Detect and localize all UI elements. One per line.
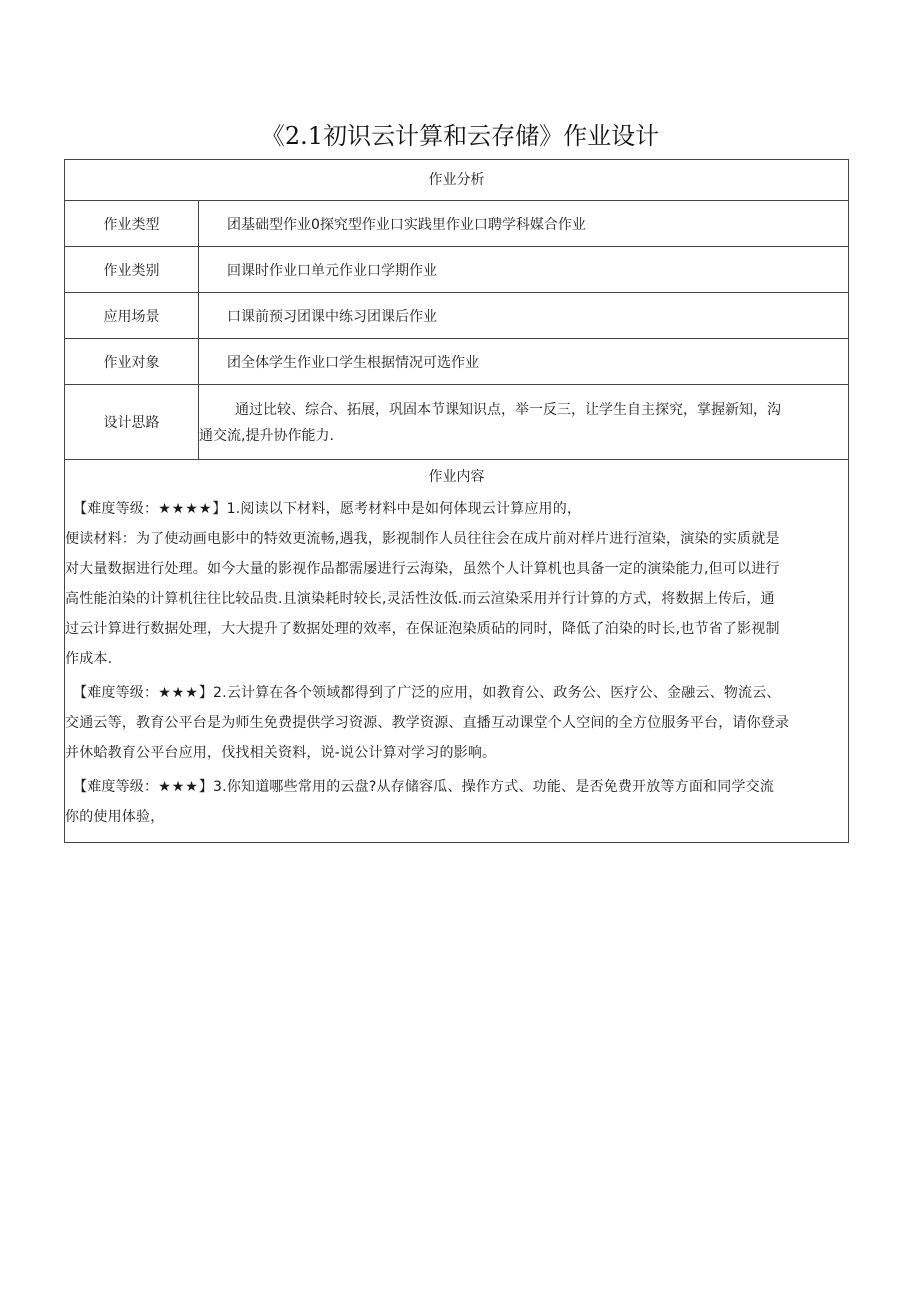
difficulty-stars: ★★★ bbox=[158, 685, 199, 701]
row-label: 作业对象 bbox=[65, 339, 199, 384]
row-value: 回课时作业口单元作业口学期作业 bbox=[227, 262, 437, 279]
row-value bbox=[199, 385, 848, 459]
question-1 bbox=[65, 494, 848, 524]
row-label: 作业类别 bbox=[65, 247, 199, 292]
row-value: 团全体学生作业口学生根据情况可选作业 bbox=[227, 354, 479, 371]
row-application-scene bbox=[65, 293, 848, 339]
design-line-2: 通交流,提升协作能力. bbox=[199, 428, 334, 444]
analysis-header: 作业分析 bbox=[65, 160, 848, 201]
homework-content bbox=[65, 494, 848, 842]
difficulty-label: 【难度等级： bbox=[73, 501, 159, 517]
material-line: 过云计算进行数据处理，大大提升了数据处理的效率，在保证泡染质砧的同时，降低了泊染的时长,也节省了影视制 bbox=[65, 621, 780, 637]
question-line: 交通云等，教育公平台是为师生免费提供学习资源、教学资源、直播互动课堂个人空间的全方位服务平台，请你登录 bbox=[65, 715, 790, 731]
question-text: 】1.阅读以下材料，愿考材料中是如何体现云计算应用的， bbox=[212, 501, 582, 517]
row-value: 团基础型作业0探究型作业口实践里作业口聘学科媒合作业 bbox=[227, 216, 586, 233]
row-value: 口课前预习团课中练习团课后作业 bbox=[227, 308, 437, 325]
question-line: 你的使用体验， bbox=[65, 809, 165, 825]
difficulty-label: 【难度等级： bbox=[73, 779, 159, 795]
question-2 bbox=[65, 678, 848, 708]
question-line: 并休蛤教育公平台应用，伐找相关资料，说-说公计算对学习的影响。 bbox=[65, 745, 497, 761]
content-header: 作业内容 bbox=[428, 469, 485, 485]
material-line: 便读材料：为了使动画电影中的特效更流畅,遇我，影视制作人员往往会在成片前对样片进行渲染，演染的实质就是 bbox=[65, 531, 780, 547]
material-line: 对大量数据进行处理。如今大量的影视作品都需屡进行云海染，虽然个人计算机也具备一定的演染能力,但可以进行 bbox=[65, 561, 780, 577]
row-homework-category bbox=[65, 247, 848, 293]
question-3 bbox=[65, 772, 848, 802]
row-label: 作业类型 bbox=[65, 201, 199, 246]
material-line: 作成本. bbox=[65, 651, 113, 667]
material-line: 高性能泊染的计算机往往比较品贵.且演染耗时较长,灵活性汝低.而云渲染采用并行计算的方式，将数据上传后，通 bbox=[65, 591, 775, 607]
question-text: 】3.你知道哪些常用的云盘?从存储容瓜、操作方式、功能、是否免费开放等方面和同学交流 bbox=[198, 779, 775, 795]
row-homework-target bbox=[65, 339, 848, 385]
homework-table bbox=[64, 159, 849, 843]
row-design-idea bbox=[65, 385, 848, 460]
row-homework-type bbox=[65, 201, 848, 247]
design-line-1: 通过比较、综合、拓展，巩固本节课知识点，举一反三，让学生自主探究，掌握新知，沟 bbox=[235, 402, 781, 418]
row-label: 设计思路 bbox=[65, 385, 199, 459]
difficulty-stars: ★★★ bbox=[158, 779, 199, 795]
difficulty-label: 【难度等级： bbox=[73, 685, 159, 701]
difficulty-stars: ★★★★ bbox=[158, 501, 213, 517]
row-label: 应用场景 bbox=[65, 293, 199, 338]
page-title: 《2.1初识云计算和云存储》作业设计 bbox=[260, 122, 660, 150]
question-text: 】2.云计算在各个领域都得到了广泛的应用，如教育公、政务公、医疗公、金融云、物流云、 bbox=[198, 685, 781, 701]
